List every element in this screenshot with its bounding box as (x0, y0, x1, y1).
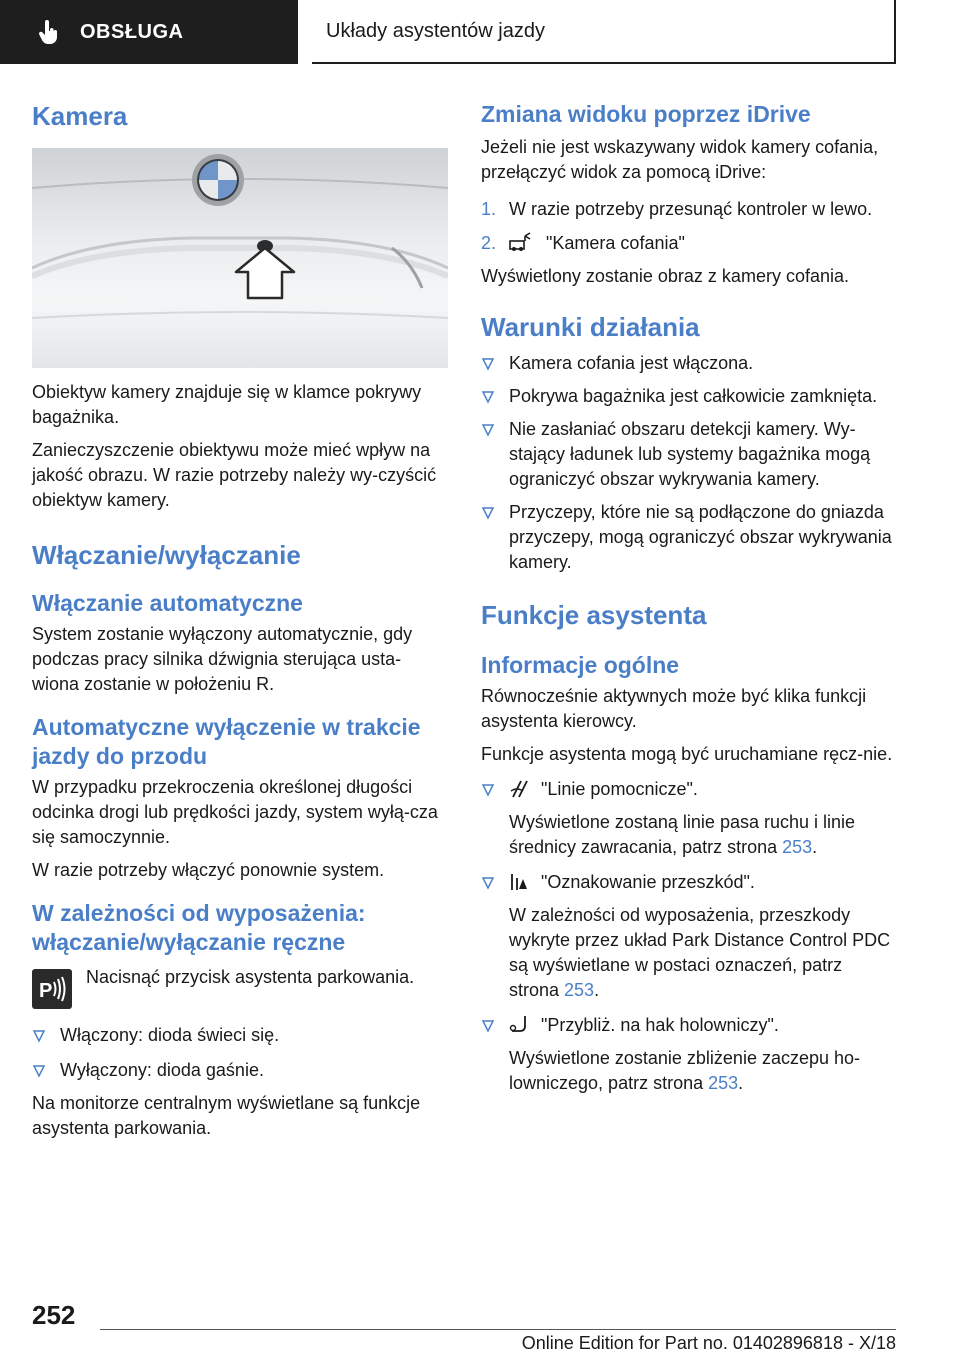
header-section-tab (0, 0, 298, 64)
tow-hitch-icon (509, 1014, 531, 1034)
auto-on-paragraph: System zostanie wyłączony automatycznie, gdy podczas pracy silnika dźwignia sterująca usta-wiona zostanie w położeniu R. (32, 624, 413, 694)
list-triangle-icon (481, 357, 495, 371)
idrive-paragraph-2: Wyświetlony zostanie obraz z kamery cofania. (481, 266, 849, 286)
idrive-heading: Zmiana widoku poprzez iDrive (481, 101, 811, 127)
list-item: "Przybliż. na hak holowniczy". Wyświetlone zostanie zbliżenie zaczepu ho-lowniczego, patrz strona 253. (481, 1013, 897, 1096)
hand-touch-icon (36, 19, 62, 45)
manual-heading: W zależności od wyposażenia: włączanie/wyłączanie ręczne (32, 900, 366, 955)
header-title-box (312, 0, 896, 64)
auto-off-paragraph-1: W przypadku przekroczenia określonej długości odcinka drogi lub prędkości jazdy, system wyłą-cza się samoczynnie. (32, 777, 438, 847)
list-triangle-icon (481, 783, 495, 797)
page-link[interactable]: 253 (782, 837, 813, 857)
conditions-list (481, 351, 897, 575)
list-item: Przyczepy, które nie są podłączone do gniazda przyczepy, mogą ograniczyć obszar wykrywania kamery. (481, 500, 897, 575)
camera-view-icon (509, 232, 531, 252)
manual-paragraph: Nacisnąć przycisk asystenta parkowania. (86, 967, 415, 987)
list-item: "Linie pomocnicze". Wyświetlone zostaną linie pasa ruchu i linie średnicy zawracania, patrz strona 253. (481, 777, 897, 860)
list-triangle-icon (481, 423, 495, 437)
list-item: Wyłączony: dioda gaśnie. (32, 1058, 448, 1083)
parking-assist-button-icon (32, 969, 72, 1009)
footer-rule (100, 1329, 896, 1330)
guide-lines-icon (509, 778, 531, 798)
trunk-handle-illustration (32, 148, 448, 368)
functions-heading: Funkcje asystenta (481, 600, 707, 630)
step-item: 1. W razie potrzeby przesunąć kontroler w lewo. (481, 199, 873, 219)
page-link[interactable]: 253 (564, 980, 595, 1000)
camera-heading: Kamera (32, 101, 128, 131)
idrive-steps (481, 197, 897, 256)
functions-list (481, 777, 897, 1096)
camera-location-photo (32, 148, 448, 368)
page-number: 252 (32, 1300, 76, 1330)
obstacle-marking-icon (509, 871, 531, 891)
list-item: Włączony: dioda świeci się. (32, 1023, 448, 1048)
onoff-heading: Włączanie/wyłączanie (32, 540, 301, 570)
manual-paragraph-2: Na monitorze centralnym wyświetlane są funkcje asystenta parkowania. (32, 1093, 421, 1138)
list-item: Nie zasłaniać obszaru detekcji kamery. Wy-stający ładunek lub systemy bagażnika mogą ograniczyć obszar wykrywania kamery. (481, 417, 897, 492)
page-link[interactable]: 253 (708, 1073, 739, 1093)
list-triangle-icon (32, 1029, 46, 1043)
conditions-heading: Warunki działania (481, 312, 700, 342)
auto-on-heading: Włączanie automatyczne (32, 590, 303, 616)
header-section-label: OBSŁUGA (80, 20, 184, 43)
footer-edition: Online Edition for Part no. 01402896818 - X/18 (521, 1333, 896, 1353)
list-triangle-icon (481, 1019, 495, 1033)
list-item: "Oznakowanie przeszkód". W zależności od wyposażenia, przeszkody wykryte przez układ Park Distance Control PDC są wyświetlane w postaci oznaczeń, patrz strona 253. (481, 870, 897, 1003)
right-column (481, 100, 897, 1096)
general-paragraph-2: Funkcje asystenta mogą być uruchamiane ręcz-nie. (481, 744, 893, 764)
manual-status-list (32, 1023, 448, 1083)
header-chapter-title: Układy asystentów jazdy (326, 19, 545, 42)
camera-paragraph-1: Obiektyw kamery znajduje się w klamce pokrywy bagażnika. (32, 382, 422, 427)
list-triangle-icon (481, 876, 495, 890)
list-triangle-icon (481, 390, 495, 404)
auto-off-paragraph-2: W razie potrzeby włączyć ponownie system. (32, 860, 385, 880)
general-info-heading: Informacje ogólne (481, 652, 680, 678)
manual-instruction-row (32, 965, 448, 1009)
idrive-paragraph: Jeżeli nie jest wskazywany widok kamery cofania, przełączyć widok za pomocą iDrive: (481, 137, 879, 182)
step-item: 2. "Kamera cofania" (481, 233, 685, 253)
list-triangle-icon (32, 1064, 46, 1078)
camera-paragraph-2: Zanieczyszczenie obiektywu może mieć wpływ na jakość obrazu. W razie potrzeby należy wy-czyścić obiektyw kamery. (32, 440, 437, 510)
svg-text:P: P (39, 980, 53, 1002)
list-triangle-icon (481, 506, 495, 520)
list-item: Kamera cofania jest włączona. (481, 351, 897, 376)
auto-off-heading: Automatyczne wyłączenie w trakcie jazdy do przodu (32, 714, 421, 769)
list-item: Pokrywa bagażnika jest całkowicie zamknięta. (481, 384, 897, 409)
general-paragraph-1: Równocześnie aktywnych może być klika funkcji asystenta kierowcy. (481, 686, 867, 731)
left-column (32, 100, 448, 1141)
